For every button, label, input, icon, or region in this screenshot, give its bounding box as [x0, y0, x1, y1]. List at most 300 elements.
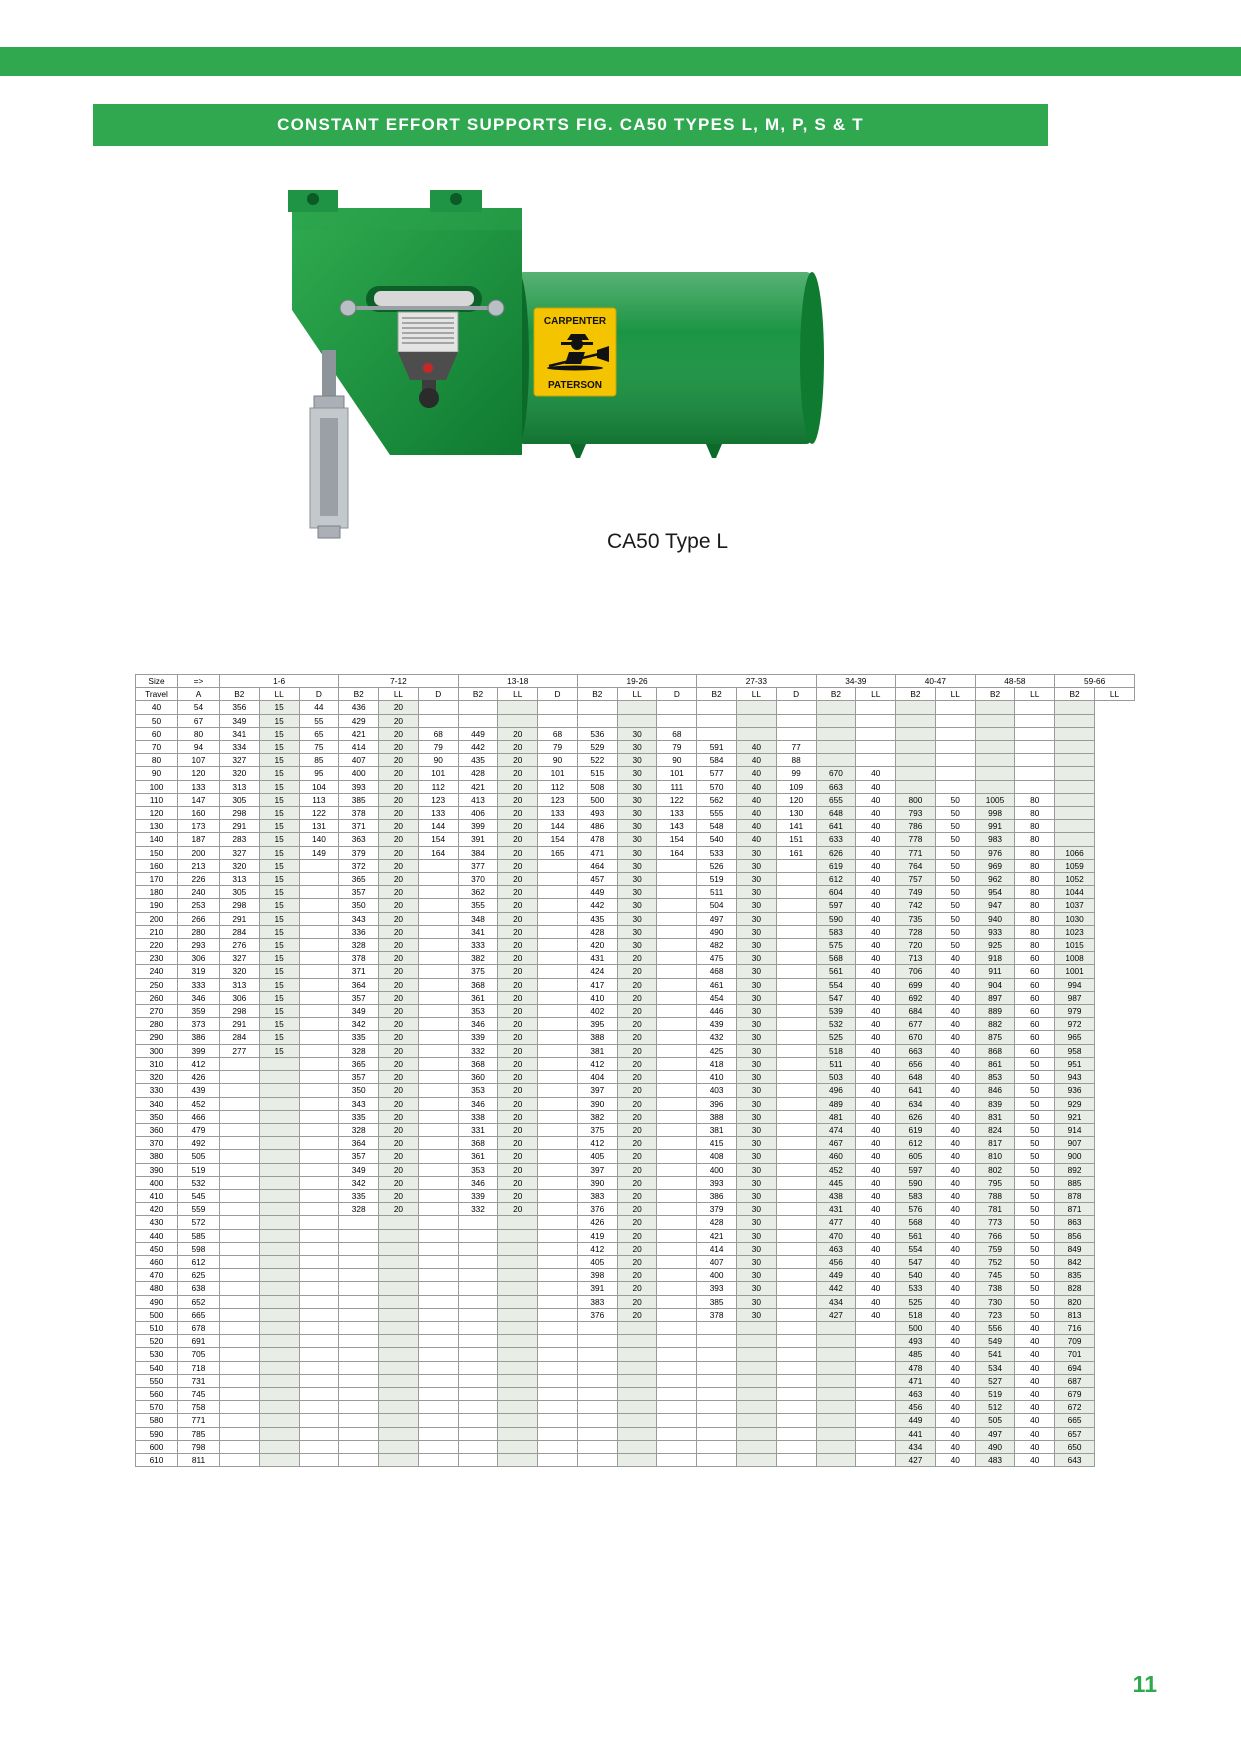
- cell-value: [657, 1374, 697, 1387]
- cell-value: 40: [856, 1123, 896, 1136]
- cell-value: [339, 1335, 379, 1348]
- cell-value: [458, 1361, 498, 1374]
- cell-a: 652: [177, 1295, 219, 1308]
- cell-value: 418: [697, 1057, 737, 1070]
- cell-value: 40: [856, 1044, 896, 1057]
- cell-value: [299, 912, 339, 925]
- cell-value: 597: [896, 1163, 936, 1176]
- cell-value: 30: [617, 767, 657, 780]
- cell-value: 40: [856, 767, 896, 780]
- cell-value: 933: [975, 925, 1015, 938]
- cell-value: 20: [379, 727, 419, 740]
- cell-value: 363: [339, 833, 379, 846]
- table-row: [136, 965, 1135, 978]
- cell-value: 357: [339, 1071, 379, 1084]
- cell-value: 343: [339, 912, 379, 925]
- cell-value: [776, 1216, 816, 1229]
- cell-value: 149: [299, 846, 339, 859]
- cell-value: [1055, 820, 1095, 833]
- cell-value: 20: [379, 754, 419, 767]
- cell-value: 378: [339, 952, 379, 965]
- cell-value: 40: [737, 754, 777, 767]
- cell-value: 379: [697, 1203, 737, 1216]
- cell-value: 20: [617, 1137, 657, 1150]
- cell-value: [657, 1044, 697, 1057]
- cell-value: [219, 1282, 259, 1295]
- cell-value: [498, 1414, 538, 1427]
- cell-value: [498, 1335, 538, 1348]
- cell-value: [498, 1321, 538, 1334]
- cell-value: 30: [737, 952, 777, 965]
- cell-value: [219, 1203, 259, 1216]
- cell-travel: 90: [136, 767, 178, 780]
- cell-value: 15: [259, 833, 299, 846]
- cell-value: 626: [816, 846, 856, 859]
- cell-value: 605: [896, 1150, 936, 1163]
- cell-value: [538, 1097, 578, 1110]
- cell-value: 349: [219, 714, 259, 727]
- cell-value: [339, 1374, 379, 1387]
- header-group-27-33: 27-33: [697, 675, 816, 688]
- cell-value: 375: [577, 1123, 617, 1136]
- header-group-40-47: 40-47: [896, 675, 976, 688]
- cell-value: 20: [379, 1005, 419, 1018]
- cell-a: 293: [177, 939, 219, 952]
- cell-value: 40: [1015, 1440, 1055, 1453]
- cell-value: 568: [896, 1216, 936, 1229]
- cell-value: 333: [458, 939, 498, 952]
- table-row: [136, 1242, 1135, 1255]
- cell-value: 547: [896, 1255, 936, 1268]
- table-row: [136, 1348, 1135, 1361]
- cell-value: 90: [538, 754, 578, 767]
- cell-value: 20: [498, 754, 538, 767]
- cell-value: [259, 1242, 299, 1255]
- cell-value: [776, 1269, 816, 1282]
- cell-value: 40: [935, 1295, 975, 1308]
- cell-value: 846: [975, 1084, 1015, 1097]
- cell-value: 305: [219, 886, 259, 899]
- cell-travel: 50: [136, 714, 178, 727]
- table-row: [136, 793, 1135, 806]
- cell-value: [776, 1031, 816, 1044]
- cell-value: 20: [498, 873, 538, 886]
- cell-value: [379, 1414, 419, 1427]
- cell-value: [1055, 754, 1095, 767]
- table-row: [136, 1335, 1135, 1348]
- cell-value: [657, 1335, 697, 1348]
- header-b2-8: B2: [975, 688, 1015, 701]
- cell-value: [776, 1282, 816, 1295]
- cell-value: 60: [1015, 952, 1055, 965]
- cell-value: [657, 1071, 697, 1084]
- table-row: [136, 1031, 1135, 1044]
- cell-travel: 520: [136, 1335, 178, 1348]
- cell-value: [418, 1401, 458, 1414]
- cell-value: 40: [1015, 1427, 1055, 1440]
- cell-value: [1015, 780, 1055, 793]
- cell-value: [776, 1308, 816, 1321]
- cell-value: 40: [856, 886, 896, 899]
- cell-value: 371: [339, 965, 379, 978]
- cell-value: 421: [697, 1229, 737, 1242]
- cell-value: [379, 1361, 419, 1374]
- cell-value: 503: [816, 1071, 856, 1084]
- cell-value: [975, 741, 1015, 754]
- cell-value: [776, 1321, 816, 1334]
- cell-value: 44: [299, 701, 339, 714]
- cell-value: 335: [339, 1031, 379, 1044]
- cell-value: [776, 1071, 816, 1084]
- cell-value: [816, 1387, 856, 1400]
- cell-value: 40: [856, 1005, 896, 1018]
- cell-value: 40: [935, 1269, 975, 1282]
- cell-value: 20: [617, 1097, 657, 1110]
- cell-value: [975, 780, 1015, 793]
- cell-value: 40: [856, 1282, 896, 1295]
- cell-value: [816, 1361, 856, 1374]
- cell-value: [776, 1427, 816, 1440]
- cell-travel: 390: [136, 1163, 178, 1176]
- cell-a: 386: [177, 1031, 219, 1044]
- cell-value: [259, 1229, 299, 1242]
- cell-value: [299, 991, 339, 1004]
- cell-value: 20: [498, 899, 538, 912]
- cell-value: [816, 1401, 856, 1414]
- cell-value: [776, 1348, 816, 1361]
- cell-value: 284: [219, 1031, 259, 1044]
- cell-travel: 70: [136, 741, 178, 754]
- cell-value: [418, 886, 458, 899]
- cell-value: 788: [975, 1189, 1015, 1202]
- cell-value: 30: [737, 1005, 777, 1018]
- cell-value: 397: [577, 1163, 617, 1176]
- cell-value: 143: [657, 820, 697, 833]
- cell-value: 590: [896, 1176, 936, 1189]
- cell-value: [1055, 780, 1095, 793]
- cell-value: 575: [816, 939, 856, 952]
- cell-value: 431: [577, 952, 617, 965]
- table-row: [136, 1189, 1135, 1202]
- cell-value: 738: [975, 1282, 1015, 1295]
- cell-value: [379, 1269, 419, 1282]
- cell-value: 900: [1055, 1150, 1095, 1163]
- cell-value: 50: [935, 833, 975, 846]
- cell-value: 405: [577, 1150, 617, 1163]
- cell-value: [816, 714, 856, 727]
- cell-value: [538, 1387, 578, 1400]
- cell-value: 80: [1015, 912, 1055, 925]
- cell-value: 485: [896, 1348, 936, 1361]
- cell-value: 40: [1015, 1414, 1055, 1427]
- cell-value: 449: [458, 727, 498, 740]
- cell-value: 30: [737, 912, 777, 925]
- cell-value: 591: [697, 741, 737, 754]
- cell-a: 426: [177, 1071, 219, 1084]
- cell-value: [697, 1374, 737, 1387]
- cell-a: 200: [177, 846, 219, 859]
- cell-value: 1008: [1055, 952, 1095, 965]
- cell-value: 375: [458, 965, 498, 978]
- cell-value: 420: [577, 939, 617, 952]
- cell-value: 20: [379, 873, 419, 886]
- cell-value: 549: [975, 1335, 1015, 1348]
- cell-value: [379, 1374, 419, 1387]
- cell-value: 471: [577, 846, 617, 859]
- cell-value: [538, 1335, 578, 1348]
- cell-value: [577, 1440, 617, 1453]
- cell-value: 468: [697, 965, 737, 978]
- cell-value: 515: [577, 767, 617, 780]
- cell-travel: 370: [136, 1137, 178, 1150]
- cell-travel: 200: [136, 912, 178, 925]
- cell-value: 30: [737, 1282, 777, 1295]
- cell-value: 40: [935, 1427, 975, 1440]
- cell-travel: 360: [136, 1123, 178, 1136]
- cell-a: 532: [177, 1176, 219, 1189]
- cell-travel: 440: [136, 1229, 178, 1242]
- cell-value: 20: [617, 952, 657, 965]
- cell-value: 60: [1015, 991, 1055, 1004]
- cell-value: [458, 1282, 498, 1295]
- cell-value: 50: [935, 939, 975, 952]
- cell-value: 15: [259, 912, 299, 925]
- cell-value: 20: [379, 1123, 419, 1136]
- cell-value: 20: [617, 1044, 657, 1057]
- cell-value: 428: [697, 1216, 737, 1229]
- cell-value: 583: [816, 925, 856, 938]
- cell-value: [418, 1348, 458, 1361]
- header-ll-6: LL: [856, 688, 896, 701]
- cell-value: 80: [1015, 925, 1055, 938]
- cell-value: 20: [498, 1203, 538, 1216]
- cell-value: 40: [856, 1057, 896, 1070]
- cell-value: [259, 1123, 299, 1136]
- cell-value: [1015, 767, 1055, 780]
- cell-value: 20: [617, 1031, 657, 1044]
- cell-value: 533: [697, 846, 737, 859]
- header-group-59-66: 59-66: [1055, 675, 1135, 688]
- cell-value: [657, 859, 697, 872]
- cell-value: 356: [219, 701, 259, 714]
- cell-value: [776, 727, 816, 740]
- cell-value: 346: [458, 1018, 498, 1031]
- cell-value: [299, 1321, 339, 1334]
- cell-value: 452: [816, 1163, 856, 1176]
- cell-value: 20: [379, 714, 419, 727]
- cell-value: 40: [935, 1110, 975, 1123]
- cell-value: 421: [339, 727, 379, 740]
- table-row: [136, 727, 1135, 740]
- cell-value: [856, 1453, 896, 1466]
- cell-value: 965: [1055, 1031, 1095, 1044]
- cell-value: [1055, 741, 1095, 754]
- cell-value: [458, 1295, 498, 1308]
- cell-value: [776, 1242, 816, 1255]
- header-ll-3: LL: [498, 688, 538, 701]
- cell-value: 612: [816, 873, 856, 886]
- cell-value: 839: [975, 1097, 1015, 1110]
- cell-value: [219, 1269, 259, 1282]
- cell-value: 391: [458, 833, 498, 846]
- cell-value: 471: [896, 1374, 936, 1387]
- cell-value: [299, 1123, 339, 1136]
- cell-value: 20: [498, 1097, 538, 1110]
- cell-value: 15: [259, 767, 299, 780]
- cell-value: 650: [1055, 1440, 1095, 1453]
- cell-value: [657, 1150, 697, 1163]
- cell-value: 40: [935, 1242, 975, 1255]
- cell-value: [776, 912, 816, 925]
- cell-value: 99: [776, 767, 816, 780]
- cell-value: 164: [657, 846, 697, 859]
- cell-a: 771: [177, 1414, 219, 1427]
- cell-value: 20: [379, 1110, 419, 1123]
- cell-value: [259, 1150, 299, 1163]
- header-group-34-39: 34-39: [816, 675, 896, 688]
- cell-value: 20: [379, 793, 419, 806]
- cell-value: 50: [935, 820, 975, 833]
- cell-value: 643: [1055, 1453, 1095, 1466]
- cell-value: [538, 1044, 578, 1057]
- cell-value: 584: [697, 754, 737, 767]
- cell-a: 266: [177, 912, 219, 925]
- cell-value: 413: [458, 793, 498, 806]
- cell-value: 404: [577, 1071, 617, 1084]
- cell-value: 353: [458, 1163, 498, 1176]
- cell-value: [776, 1295, 816, 1308]
- cell-value: [538, 1163, 578, 1176]
- cell-value: 449: [896, 1414, 936, 1427]
- cell-value: 525: [896, 1295, 936, 1308]
- header-arrow: =>: [177, 675, 219, 688]
- cell-value: [259, 1348, 299, 1361]
- cell-value: 50: [1015, 1084, 1055, 1097]
- cell-value: 417: [577, 978, 617, 991]
- cell-value: 331: [458, 1123, 498, 1136]
- cell-value: 20: [379, 886, 419, 899]
- cell-value: 15: [259, 701, 299, 714]
- cell-value: 40: [856, 1269, 896, 1282]
- cell-value: [379, 1242, 419, 1255]
- cell-travel: 120: [136, 807, 178, 820]
- header-d-1: D: [299, 688, 339, 701]
- cell-value: [379, 1229, 419, 1242]
- cell-value: 385: [339, 793, 379, 806]
- cell-a: 758: [177, 1401, 219, 1414]
- cell-value: [418, 1361, 458, 1374]
- cell-value: [418, 1150, 458, 1163]
- table-row: [136, 1110, 1135, 1123]
- cell-value: [418, 991, 458, 1004]
- cell-value: 539: [816, 1005, 856, 1018]
- cell-value: 665: [1055, 1414, 1095, 1427]
- cell-value: [776, 1203, 816, 1216]
- cell-value: [379, 1308, 419, 1321]
- cell-value: 493: [577, 807, 617, 820]
- cell-value: [776, 965, 816, 978]
- cell-value: 40: [856, 1203, 896, 1216]
- cell-value: 536: [577, 727, 617, 740]
- cell-value: [657, 1018, 697, 1031]
- cell-value: 40: [935, 1084, 975, 1097]
- cell-a: 705: [177, 1348, 219, 1361]
- cell-value: 723: [975, 1308, 1015, 1321]
- cell-value: [816, 1453, 856, 1466]
- cell-value: 30: [617, 741, 657, 754]
- cell-travel: 110: [136, 793, 178, 806]
- cell-value: 556: [975, 1321, 1015, 1334]
- cell-value: 20: [617, 1203, 657, 1216]
- cell-value: 20: [498, 1176, 538, 1189]
- cell-a: 439: [177, 1084, 219, 1097]
- cell-value: [577, 1321, 617, 1334]
- cell-value: 154: [538, 833, 578, 846]
- cell-value: 40: [935, 952, 975, 965]
- cell-a: 226: [177, 873, 219, 886]
- cell-value: 20: [379, 1071, 419, 1084]
- cell-value: 918: [975, 952, 1015, 965]
- cell-value: 30: [617, 939, 657, 952]
- cell-value: [538, 886, 578, 899]
- cell-value: 40: [935, 1308, 975, 1321]
- svg-text:PATERSON: PATERSON: [547, 380, 603, 391]
- cell-value: 604: [816, 886, 856, 899]
- cell-value: 40: [856, 912, 896, 925]
- cell-value: [577, 1401, 617, 1414]
- cell-value: [538, 1453, 578, 1466]
- cell-value: [617, 1374, 657, 1387]
- cell-value: 40: [935, 1005, 975, 1018]
- cell-travel: 190: [136, 899, 178, 912]
- cell-value: 684: [896, 1005, 936, 1018]
- cell-value: [259, 1189, 299, 1202]
- cell-value: [219, 1414, 259, 1427]
- cell-value: [339, 1308, 379, 1321]
- cell-value: 349: [339, 1005, 379, 1018]
- cell-value: 771: [896, 846, 936, 859]
- cell-value: [697, 1414, 737, 1427]
- cell-value: 393: [697, 1176, 737, 1189]
- cell-value: [776, 859, 816, 872]
- cell-value: 853: [975, 1071, 1015, 1084]
- cell-value: 130: [776, 807, 816, 820]
- cell-value: 50: [1015, 1057, 1055, 1070]
- cell-value: 958: [1055, 1044, 1095, 1057]
- cell-a: 80: [177, 727, 219, 740]
- cell-value: [737, 1335, 777, 1348]
- cell-value: 50: [1015, 1255, 1055, 1268]
- cell-value: 165: [538, 846, 578, 859]
- cell-value: [379, 1216, 419, 1229]
- cell-value: [219, 1308, 259, 1321]
- cell-value: [697, 1335, 737, 1348]
- cell-value: [1055, 714, 1095, 727]
- cell-value: 15: [259, 807, 299, 820]
- cell-value: [259, 1387, 299, 1400]
- cell-value: [259, 1427, 299, 1440]
- cell-value: 334: [219, 741, 259, 754]
- cell-travel: 560: [136, 1387, 178, 1400]
- cell-value: [299, 1137, 339, 1150]
- cell-value: [657, 1255, 697, 1268]
- cell-value: [219, 1295, 259, 1308]
- cell-value: [418, 1123, 458, 1136]
- cell-value: [538, 873, 578, 886]
- cell-value: 752: [975, 1255, 1015, 1268]
- cell-value: [339, 1348, 379, 1361]
- cell-value: 40: [935, 1044, 975, 1057]
